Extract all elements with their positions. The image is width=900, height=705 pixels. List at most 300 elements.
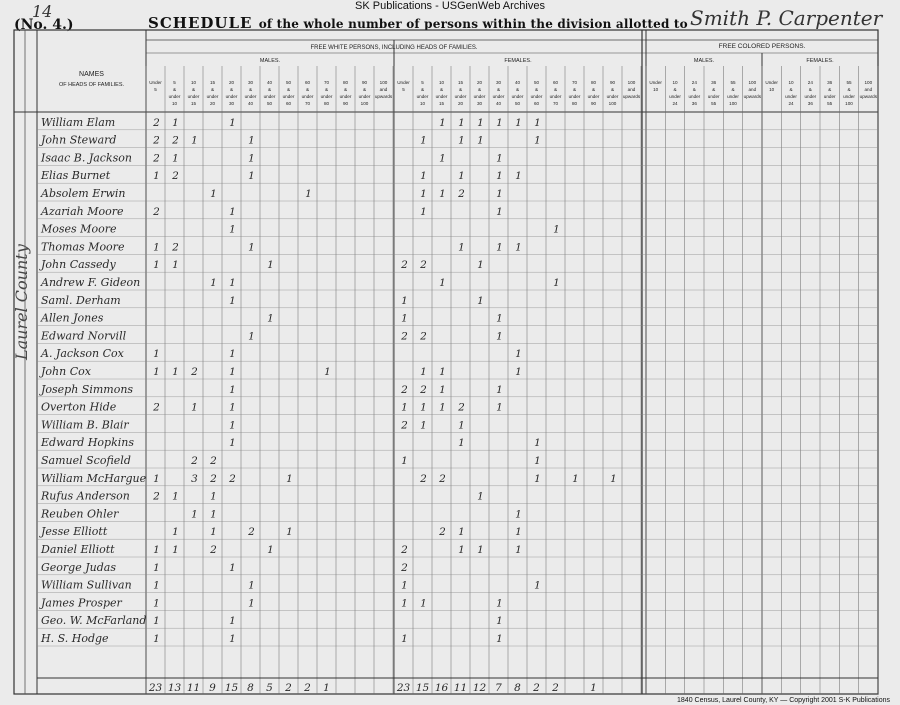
form-number: (No. 4.) [14,17,74,33]
female-count-mark: 1 [515,348,522,361]
head-of-family-name: Overton Hide [41,400,117,414]
white-male-age-label: under [282,94,295,99]
male-count-mark: 1 [229,348,236,361]
male-count-mark: 1 [210,508,217,521]
female-count-mark: 1 [420,419,427,432]
colored-male-age-label: 36 [691,101,697,106]
male-count-mark: 1 [248,330,255,343]
head-of-family-name: Elias Burnet [41,169,111,183]
male-count-mark: 1 [153,597,160,610]
female-count-mark: 1 [515,544,522,556]
male-count-mark: 1 [210,277,217,289]
white-male-age-label: under [244,94,257,99]
female-count-mark: 2 [420,330,427,343]
colored-male-age-label: 100 [729,101,737,106]
female-count-mark: 1 [401,312,408,325]
white-male-age-label: 60 [285,101,292,106]
colored-male-age-label: under [707,94,720,99]
female-total-mark: 16 [434,682,449,694]
white-male-age-label: 10 [190,80,197,85]
female-total-mark: 7 [495,682,502,694]
female-total-mark: 8 [514,682,521,694]
female-count-mark: 1 [477,134,484,147]
female-count-mark: 1 [477,294,484,307]
colored-female-age-label: & [828,87,832,92]
male-total-mark: 2 [304,682,311,694]
male-total-mark: 2 [285,682,292,694]
white-female-age-label: 100 [608,101,617,106]
female-count-mark: 1 [439,383,446,396]
head-of-family-name: John Cassedy [41,258,116,272]
male-count-mark: 1 [267,312,274,325]
white-male-age-label: & [362,87,367,92]
male-total-mark: 13 [167,682,182,694]
free-white-header: FREE WHITE PERSONS, INCLUDING HEADS OF FAMILIES. [310,45,478,51]
male-count-mark: 2 [229,472,236,485]
female-count-mark: 1 [496,401,503,414]
head-of-family-name: Rufus Anderson [41,489,130,503]
female-count-mark: 1 [515,508,522,521]
head-of-family-name: Joseph Simmons [41,382,134,396]
colored-male-age-label: under [688,94,701,99]
male-count-mark: 2 [172,241,179,254]
white-female-age-label: 90 [590,101,597,106]
white-male-age-label: 100 [360,101,369,106]
female-count-mark: 1 [515,116,522,129]
female-count-mark: 1 [420,134,427,147]
male-count-mark: 1 [229,277,236,289]
male-count-mark: 1 [153,366,160,378]
colored-female-age-label: Under [765,80,778,85]
head-of-family-name: John Cox [41,365,91,378]
white-male-age-label: 70 [323,80,330,85]
female-total-mark: 15 [415,682,430,694]
colored-female-age-label: 36 [807,101,813,106]
male-count-mark: 1 [153,579,160,592]
white-female-age-label: & [496,87,501,92]
white-male-age-label: 10 [171,101,178,106]
female-count-mark: 1 [553,277,560,289]
white-female-age-label: and [627,87,636,92]
male-count-mark: 1 [210,188,217,200]
female-count-mark: 1 [477,259,484,272]
male-count-mark: 2 [153,134,160,147]
white-female-age-label: 80 [571,101,578,106]
white-female-age-label: 90 [609,80,616,85]
white-female-age-label: 70 [571,80,578,85]
male-count-mark: 1 [286,472,293,485]
colored-female-age-label: & [847,87,851,92]
colored-male-age-label: 55 [711,101,717,106]
white-male-age-label: & [343,87,348,92]
head-of-family-name: Geo. W. McFarland [41,614,147,628]
white-female-age-label: & [591,87,596,92]
head-of-family-name: Andrew F. Gideon [41,276,141,289]
white-female-age-label: under [435,94,448,99]
female-count-mark: 1 [515,170,522,183]
male-count-mark: 1 [229,633,236,645]
white-male-age-label: under [168,94,181,99]
white-male-age-label: under [339,94,352,99]
male-count-mark: 1 [286,526,293,539]
head-of-family-name: William Sullivan [41,578,132,592]
head-of-family-name: Edward Hopkins [41,436,135,450]
head-of-family-name: George Judas [41,560,116,574]
male-count-mark: 1 [153,472,160,485]
white-male-age-label: & [248,87,253,92]
head-of-family-name: Reuben Ohler [41,507,119,521]
names-header: NAMES [79,71,104,78]
female-count-mark: 1 [439,152,446,165]
male-count-mark: 3 [191,472,198,485]
white-male-age-label: under [301,94,314,99]
head-of-family-name: Absolem Erwin [41,187,126,200]
male-count-mark: 1 [267,544,274,556]
male-count-mark: 1 [229,294,236,307]
head-of-family-name: Samuel Scofield [41,454,131,467]
white-female-age-label: under [530,94,543,99]
white-female-age-label: Under [397,80,410,85]
colored-male-age-label: 36 [711,80,717,85]
archive-caption: SK Publications - USGenWeb Archives [355,0,545,12]
white-female-age-label: under [454,94,467,99]
colored-female-age-label: under [785,94,797,99]
male-total-mark: 5 [266,682,273,694]
white-female-age-label: 5 [421,80,424,85]
female-count-mark: 2 [401,259,408,272]
white-female-age-label: 40 [495,101,502,106]
white-female-age-label: & [572,87,577,92]
male-count-mark: 1 [248,170,255,183]
male-total-mark: 23 [148,682,163,694]
white-female-age-label: under [606,94,619,99]
male-count-mark: 1 [248,579,255,592]
colored-male-age-label: & [712,87,716,92]
male-count-mark: 1 [324,366,331,378]
white-male-age-label: under [187,94,200,99]
colored-male-age-label: 24 [672,101,678,106]
head-of-family-name: Moses Moore [41,222,117,236]
white-male-age-label: and [379,87,388,92]
female-count-mark: 2 [401,419,408,432]
white-male-age-label: under [358,94,371,99]
male-count-mark: 1 [172,544,179,556]
male-count-mark: 1 [153,544,160,556]
white-male-age-label: & [324,87,329,92]
male-count-mark: 2 [172,134,179,147]
female-count-mark: 1 [420,366,427,378]
white-female-age-label: 40 [514,80,521,85]
white-male-age-label: 30 [228,101,235,106]
white-female-age-label: 10 [438,80,445,85]
colored-male-age-label: Under [649,80,662,85]
male-count-mark: 1 [229,205,236,218]
male-count-mark: 2 [153,116,160,129]
head-of-family-name: John Steward [41,133,117,147]
head-of-family-name: Thomas Moore [41,240,125,254]
female-count-mark: 1 [420,188,427,200]
male-count-mark: 2 [153,401,160,414]
white-males-header: MALES. [259,58,281,64]
white-male-age-label: 20 [209,101,216,106]
male-total-mark: 15 [224,682,239,694]
white-male-age-label: 50 [266,101,273,106]
male-count-mark: 2 [153,490,160,503]
female-count-mark: 2 [458,401,465,414]
female-count-mark: 1 [496,116,503,129]
male-count-mark: 1 [229,437,236,450]
female-count-mark: 1 [458,116,465,129]
head-of-family-name: Azariah Moore [41,204,124,218]
female-count-mark: 2 [401,544,408,556]
white-male-age-label: 20 [228,80,235,85]
male-count-mark: 1 [229,116,236,129]
female-count-mark: 1 [534,472,541,485]
male-count-mark: 1 [153,615,160,628]
male-count-mark: 1 [210,526,217,539]
colored-males-header: MALES. [693,58,715,64]
white-females-header: FEMALES. [504,58,532,64]
female-count-mark: 1 [420,401,427,414]
female-count-mark: 1 [401,294,408,307]
female-count-mark: 1 [496,152,503,165]
white-male-age-label: 40 [247,101,254,106]
female-count-mark: 1 [477,116,484,129]
female-count-mark: 1 [401,401,408,414]
white-male-age-label: Under [149,80,162,85]
male-count-mark: 1 [172,152,179,165]
female-count-mark: 1 [458,526,465,539]
male-count-mark: 1 [248,152,255,165]
male-count-mark: 1 [153,170,160,183]
head-of-family-name: Daniel Elliott [41,543,115,556]
male-count-mark: 1 [191,401,198,414]
male-count-mark: 1 [153,633,160,645]
white-male-age-label: 70 [304,101,311,106]
male-count-mark: 1 [172,366,179,378]
female-count-mark: 1 [534,134,541,147]
colored-females-header: FEMALES. [806,58,834,64]
enumerator-name: Smith P. Carpenter [690,6,883,30]
female-count-mark: 2 [439,526,446,539]
white-female-age-label: 5 [402,87,405,92]
male-count-mark: 2 [248,526,255,539]
female-count-mark: 2 [420,259,427,272]
female-count-mark: 1 [401,633,408,645]
white-male-age-label: 90 [361,80,368,85]
white-male-age-label: 40 [266,80,273,85]
colored-female-age-label: 100 [845,101,853,106]
white-female-age-label: 60 [552,80,559,85]
white-female-age-label: 20 [457,101,464,106]
names-subheader: OF HEADS OF FAMILIES. [58,82,125,88]
white-male-age-label: 5 [154,87,157,92]
head-of-family-name: A. Jackson Cox [41,347,124,361]
male-count-mark: 2 [191,455,198,467]
white-male-age-label: & [210,87,215,92]
colored-male-age-label: & [692,87,696,92]
male-count-mark: 1 [172,526,179,539]
male-count-mark: 1 [248,134,255,147]
white-female-age-label: 50 [514,101,521,106]
female-count-mark: 1 [496,170,503,183]
white-male-age-label: 80 [323,101,330,106]
colored-male-age-label: and [748,87,757,92]
white-male-age-label: under [263,94,276,99]
colored-male-age-label: 24 [691,80,697,85]
white-female-age-label: under [549,94,562,99]
colored-female-age-label: 36 [827,80,833,85]
female-total-mark: 2 [533,682,540,694]
female-count-mark: 1 [458,170,465,183]
white-female-age-label: 100 [627,80,636,85]
white-male-age-label: 50 [285,80,292,85]
colored-male-age-label: 55 [730,80,736,85]
male-count-mark: 2 [153,205,160,218]
female-count-mark: 1 [515,526,522,539]
colored-female-age-label: under [843,94,855,99]
white-female-age-label: & [534,87,539,92]
male-count-mark: 1 [172,490,179,503]
white-female-age-label: & [458,87,463,92]
white-female-age-label: 10 [419,101,426,106]
male-count-mark: 1 [229,383,236,396]
male-count-mark: 1 [229,615,236,628]
white-female-age-label: & [610,87,615,92]
female-total-mark: 11 [453,682,468,694]
white-male-age-label: upwards [374,94,393,99]
male-count-mark: 1 [153,348,160,361]
colored-male-age-label: under [669,94,681,99]
colored-male-age-label: upwards [743,94,762,99]
head-of-family-name: William Elam [41,115,116,129]
white-male-age-label: under [206,94,219,99]
female-count-mark: 2 [439,472,446,485]
white-male-age-label: 5 [173,80,176,85]
female-count-mark: 1 [610,472,617,485]
white-female-age-label: under [511,94,524,99]
white-male-age-label: & [229,87,234,92]
female-count-mark: 2 [401,561,408,574]
female-count-mark: 1 [534,116,541,129]
female-count-mark: 1 [458,437,465,450]
female-count-mark: 1 [496,188,503,200]
title-rest: of the whole number of persons within the division allotted to [258,17,688,31]
female-count-mark: 1 [420,597,427,610]
female-count-mark: 1 [439,277,446,289]
male-count-mark: 2 [172,170,179,183]
male-count-mark: 1 [153,259,160,272]
head-of-family-name: Jesse Elliott [41,525,108,539]
male-count-mark: 1 [229,401,236,414]
male-count-mark: 1 [229,419,236,432]
female-count-mark: 1 [496,312,503,325]
white-female-age-label: under [473,94,486,99]
male-count-mark: 1 [305,188,312,200]
female-count-mark: 1 [496,597,503,610]
colored-male-age-label: & [731,87,735,92]
head-of-family-name: Allen Jones [41,311,104,325]
white-male-age-label: 90 [342,101,349,106]
male-count-mark: 1 [210,490,217,503]
female-count-mark: 1 [458,241,465,254]
male-total-mark: 9 [209,682,216,694]
female-count-mark: 1 [439,401,446,414]
male-count-mark: 1 [229,366,236,378]
colored-female-age-label: 10 [769,87,775,92]
title-word: SCHEDULE [148,14,253,32]
white-female-age-label: under [568,94,581,99]
colored-female-age-label: under [804,94,817,99]
male-total-mark: 1 [323,682,330,694]
page-number: 14 [32,2,53,21]
colored-female-age-label: 24 [807,80,813,85]
white-female-age-label: 70 [552,101,559,106]
female-count-mark: 2 [420,472,427,485]
female-count-mark: 1 [496,633,503,645]
white-female-age-label: 15 [438,101,445,106]
white-male-age-label: & [267,87,272,92]
white-female-age-label: 30 [476,101,483,106]
female-total-mark: 2 [552,682,559,694]
colored-female-age-label: 100 [864,80,873,85]
colored-female-age-label: 55 [846,80,852,85]
white-female-age-label: 20 [476,80,483,85]
white-male-age-label: & [286,87,291,92]
female-total-mark: 23 [396,682,411,694]
female-count-mark: 1 [439,116,446,129]
white-male-age-label: 60 [304,80,311,85]
white-female-age-label: under [587,94,600,99]
female-count-mark: 1 [572,472,579,485]
male-count-mark: 1 [267,259,274,272]
white-female-age-label: & [439,87,444,92]
white-male-age-label: & [191,87,196,92]
white-female-age-label: 60 [533,101,540,106]
white-male-age-label: 80 [342,80,349,85]
colored-male-age-label: 10 [653,87,659,92]
female-count-mark: 1 [401,597,408,610]
free-colored-header: FREE COLORED PERSONS. [718,43,806,50]
colored-female-age-label: & [789,87,793,92]
white-female-age-label: & [477,87,482,92]
male-count-mark: 1 [153,561,160,574]
female-count-mark: 1 [515,366,522,378]
head-of-family-name: Saml. Derham [41,293,121,307]
white-female-age-label: & [553,87,558,92]
female-count-mark: 1 [401,455,408,467]
white-male-age-label: under [225,94,238,99]
female-count-mark: 1 [477,544,484,556]
male-count-mark: 1 [229,561,236,574]
white-female-age-label: & [515,87,520,92]
male-count-mark: 2 [191,366,198,378]
male-count-mark: 2 [210,472,217,485]
female-count-mark: 1 [534,455,541,467]
female-count-mark: 1 [458,544,465,556]
female-total-mark: 12 [472,682,487,694]
head-of-family-name: Edward Norvill [41,329,127,343]
white-male-age-label: & [172,87,177,92]
colored-female-age-label: upwards [859,94,878,99]
male-count-mark: 2 [153,152,160,165]
female-count-mark: 1 [401,579,408,592]
female-count-mark: 1 [439,366,446,378]
female-count-mark: 2 [401,330,408,343]
head-of-family-name: James Prosper [41,596,122,610]
male-total-mark: 11 [186,682,201,694]
female-count-mark: 1 [477,490,484,503]
